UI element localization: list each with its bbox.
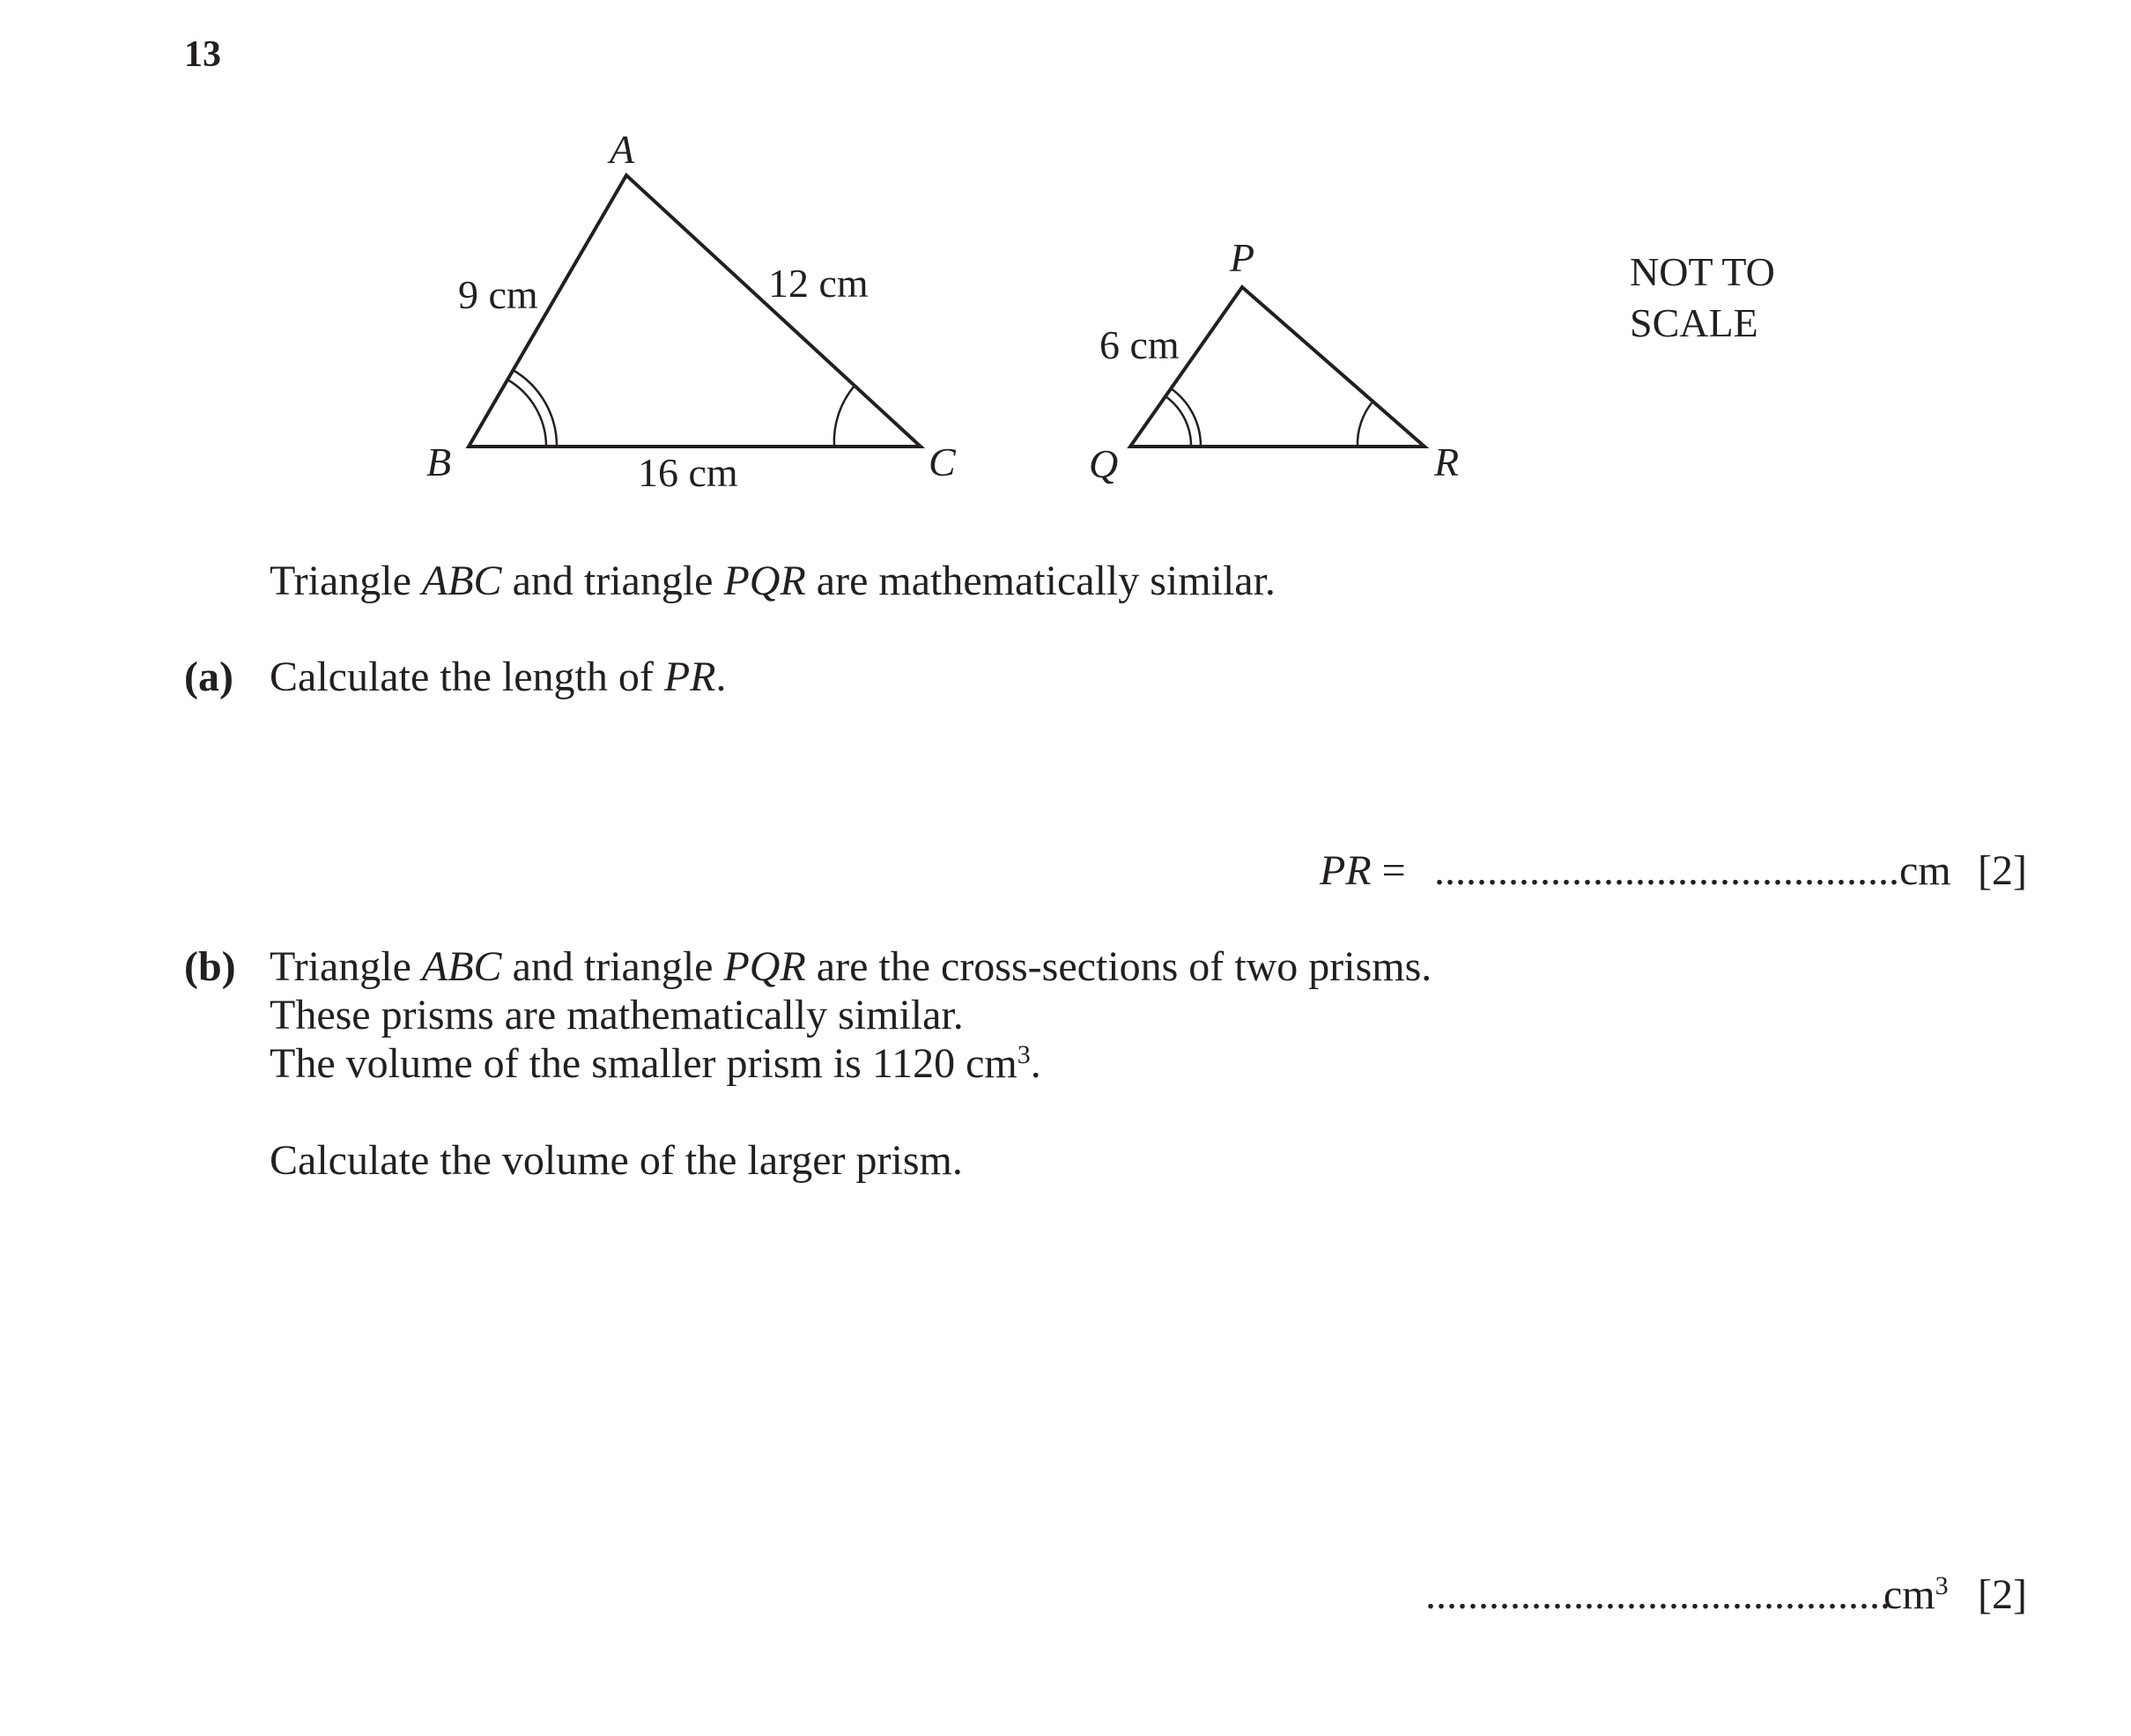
part-b-answer-unit: cm [1883,1571,1935,1618]
part-a-answer-line [1320,846,1406,896]
part-a-question [270,653,726,702]
part-a-label: (a) [184,654,233,700]
part-b-l3-sup: 3 [1017,1040,1031,1069]
part-a-answer-label: PR [1320,847,1372,894]
side-ac-label: 12 cm [768,261,869,306]
side-ab-label: 9 cm [458,272,538,317]
vertex-b-label: B [426,440,452,484]
side-bc-label: 16 cm [638,450,738,495]
intro-text-1: Triangle [270,558,422,604]
vertex-q-label: Q [1089,441,1119,486]
not-to-scale-line2: SCALE [1630,300,1758,345]
part-b-line3 [270,1039,1041,1089]
part-b-l1c: and triangle [501,943,724,990]
part-a-q1: Calculate the length of [270,654,664,700]
part-b-l3b: . [1030,1040,1041,1087]
part-a-q3: . [715,654,727,700]
part-b-answer-unit-sup: 3 [1935,1571,1949,1600]
part-b-l3a: The volume of the smaller prism is 1120 cm [270,1040,1017,1087]
vertex-p-label: P [1230,235,1255,280]
part-b-line1 [270,942,1432,992]
vertex-r-label: R [1434,440,1460,484]
part-b-l1e: are the cross-sections of two prisms. [805,943,1432,990]
part-a-marks: [2] [1978,847,2027,894]
angle-b-arc-inner [507,380,546,447]
part-b-label: (b) [184,943,236,990]
part-a-answer-equals: = [1371,847,1406,894]
angle-q-arc-outer [1171,388,1201,447]
part-b-marks: [2] [1978,1571,2027,1618]
part-b-answer-unit-wrap [1883,1570,1949,1620]
part-b-line4: Calculate the volume of the larger prism. [270,1137,963,1184]
question-number: 13 [184,34,221,75]
intro-text-5: are mathematically similar. [805,558,1276,604]
part-a-answer-unit: cm [1899,847,1951,894]
vertex-a-label: A [610,127,635,172]
part-b-l1a: Triangle [270,943,422,990]
intro-pqr: PQR [723,558,806,604]
angle-r-arc [1358,401,1373,447]
not-to-scale-note [1630,247,1775,349]
intro-text-3: and triangle [501,558,724,604]
part-b-line2: These prisms are mathematically similar. [270,992,964,1038]
part-a-answer-dots[interactable]: ............................................ [1434,847,1899,894]
similar-triangles-figure [0,0,2131,528]
angle-c-arc [834,386,855,447]
part-b-answer-field[interactable] [1425,1570,1891,1620]
side-pq-label: 6 cm [1099,322,1180,367]
part-b-pqr: PQR [723,943,806,990]
part-b-answer-dots[interactable]: ............................................ [1425,1571,1891,1618]
part-a-pr: PR [663,654,716,700]
vertex-c-label: C [929,440,956,484]
not-to-scale-line1: NOT TO [1630,249,1775,294]
intro-statement [270,557,1276,606]
intro-abc: ABC [421,558,502,604]
part-b-abc: ABC [421,943,502,990]
part-a-answer-field[interactable] [1434,846,1951,896]
